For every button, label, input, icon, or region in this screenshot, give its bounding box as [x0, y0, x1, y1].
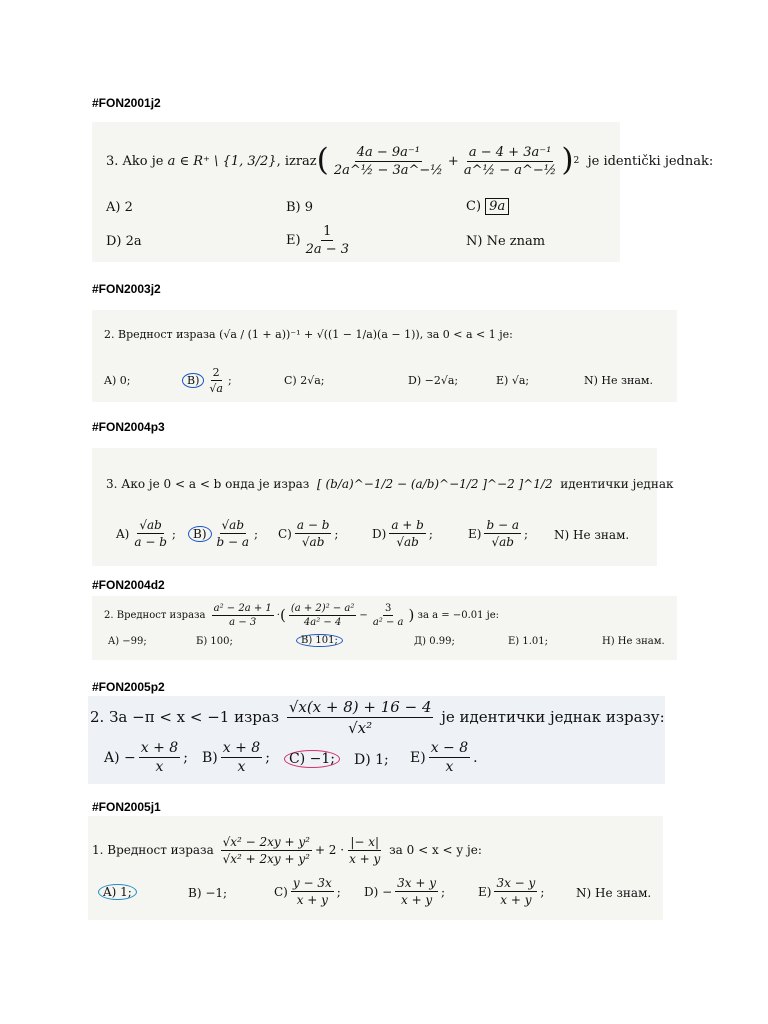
problem-code: #FON2001j2: [92, 96, 161, 110]
problem-scan-3: [92, 448, 674, 566]
option-c: C) 2√a;: [284, 374, 325, 387]
option-d: D) − $\frac{3x + y}{x + y}$ ;: [364, 876, 446, 907]
problem-code: #FON2005j1: [92, 800, 161, 814]
option-a: A) 0;: [104, 374, 131, 387]
problem-scan-6: 1. Вредност израза √x² − 2xy + y² √x² + 2xy + y² + 2 · |− x| x + y за 0 < x < y је: A) 1; B) −1; C) y − 3x x + y ; D) − $\frac{3x + y}{x + y}$ ; E) 3x − y x + y ; N) Не знам.: [88, 816, 663, 920]
option-c: [284, 750, 340, 768]
option-n: N) Не знам.: [554, 528, 630, 542]
stem-text: за a = −0.01 је:: [417, 609, 500, 621]
option-d: D) 2a: [106, 234, 142, 249]
problem-code: #FON2004p3: [92, 420, 165, 434]
stem-expression: [ (b/a)^−1/2 − (a/b)^−1/2 ]^−2 ]^1/2: [316, 477, 553, 491]
answer-circle: B) 101;: [296, 634, 343, 647]
correct-answer-box: 9a: [485, 198, 509, 215]
option-b: B) 2 √a ;: [182, 366, 232, 395]
option-e: E) √a;: [496, 374, 530, 387]
option-e: E) x − 8 x .: [410, 740, 478, 775]
option-a: A) 2: [106, 200, 133, 215]
stem-text: за 0 < x < y је:: [389, 843, 482, 857]
answer-circle: B): [188, 526, 212, 542]
option-d: Д) 0.99;: [414, 636, 455, 647]
option-a: A) −99;: [108, 636, 147, 647]
answer-circle: A) 1;: [98, 884, 137, 900]
option-b: B) x + 8 x ;: [202, 740, 270, 775]
option-b: B) −1;: [188, 886, 228, 900]
problem-code: #FON2005p2: [92, 680, 165, 694]
stem-text: 3. Ako je: [106, 153, 164, 169]
stem-text: 3. Ако је 0 < a < b онда је израз: [106, 477, 310, 491]
paren-right: ): [561, 142, 574, 179]
problem-scan-1: 3. Ako je a ∈ R⁺ \ {1, 3/2} , izraz ( 4a − 9a⁻¹ 2a^½ − 3a^−½ + $\frac{\text{a − 4 + 3a⁻¹}}{\text{a\textasciicircum{}½ − a\textasciicircum{}−½}}$ ) 2 je identički jednak: A) 2 B) 9 C) 9a D) 2a E) 1 2a − 3 N) Ne znam: [92, 122, 620, 262]
option-b: Б) 100;: [196, 636, 233, 647]
fraction: 4a − 9a⁻¹ 2a^½ − 3a^−½: [333, 144, 443, 178]
problem-code: #FON2004d2: [92, 578, 165, 592]
option-e: E) b − a √ab ;: [468, 518, 529, 549]
stem-text: је идентички једнак изразу:: [441, 708, 665, 726]
condition: a ∈ R⁺ \ {1, 3/2}: [167, 153, 277, 169]
option-n: N) Ne znam: [466, 234, 546, 249]
option-d: D) −2√a;: [408, 374, 459, 387]
problem-scan-5: 2. За −π < x < −1 израз √x(x + 8) + 16 − 4 √x² је идентички једнак изразу: A) − $\frac{x + 8}{x}$ ; B) x + 8 x ; C) −1; D) 1; E) x − 8 x .: [88, 696, 665, 784]
answer-circle: B): [182, 373, 204, 388]
stem-text: 1. Вредност израза: [92, 843, 214, 857]
option-c: C) 9a: [466, 198, 509, 215]
option-e: E) 1.01;: [508, 636, 549, 647]
option-e: E) 3x − y x + y ;: [478, 876, 545, 907]
option-b: B) 9: [286, 200, 314, 215]
option-e: E) 1 2a − 3: [286, 224, 350, 257]
stem-text: 2. Вредност израза: [104, 609, 206, 621]
option-c: [296, 634, 343, 647]
problem-code: #FON2003j2: [92, 282, 161, 296]
problem-scan-2: [92, 310, 677, 402]
answer-circle: C) −1;: [284, 750, 340, 768]
option-a: A) √ab a − b ;: [116, 518, 176, 549]
paren-left: (: [316, 142, 329, 179]
option-a: A) − $\frac{x + 8}{x}$ ;: [104, 740, 188, 775]
option-c: C) y − 3x x + y ;: [274, 876, 341, 907]
option-n: N) Не знам.: [584, 374, 653, 387]
option-n: N) Не знам.: [576, 886, 652, 900]
stem-text: идентички једнак: [560, 477, 674, 491]
option-n: Н) Не знам.: [602, 636, 665, 647]
option-d: D) a + b √ab ;: [372, 518, 433, 549]
stem-text: 2. За −π < x < −1 израз: [90, 708, 280, 726]
fraction: $\frac{\text{a − 4 + 3a⁻¹}}{\text{a\textasciicircum{}½ − a\textasciicircum{}−½}}$: [463, 144, 557, 178]
option-c: C) a − b √ab ;: [278, 518, 339, 549]
problem-scan-4: 2. Вредност израза a² − 2a + 1 a − 3 · ( (a + 2)² − a² 4a² − 4 − $\frac{3}{\text{a² − a}}$ ) за a = −0.01 је: A) −99; Б) 100; B) 101; Д) 0.99; E) 1.01; Н) Не знам.: [92, 596, 677, 660]
stem-text: 2. Вредност израза (√a / (1 + a))⁻¹ + √((1 − 1/a)(a − 1)), за 0 < a < 1 је:: [104, 328, 513, 341]
option-a: [98, 884, 137, 900]
stem-text: , izraz: [276, 153, 317, 169]
option-b: B) √ab b − a ;: [188, 518, 258, 549]
option-d: D) 1;: [354, 752, 389, 768]
stem-text: je identički jednak:: [587, 153, 714, 169]
